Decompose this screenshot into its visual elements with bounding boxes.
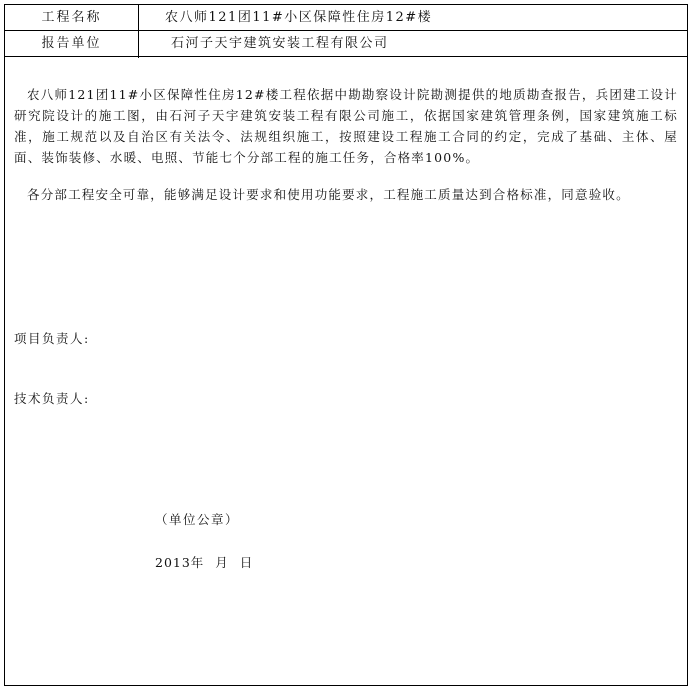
date-text: 2013年 月 日 [155, 555, 254, 570]
project-name-value: 农八师121团11#小区保障性住房12#楼 [165, 10, 433, 25]
report-form [4, 4, 688, 686]
report-unit-value: 石河子天宇建筑安装工程有限公司 [171, 36, 389, 51]
report-unit-row [5, 31, 687, 57]
report-paragraph-1: 农八师121团11#小区保障性住房12#楼工程依据中勘勘察设计院勘测提供的地质勘查报告，兵团建工设计研究院设计的施工图，由石河子天宇建筑安装工程有限公司施工，依据国家建筑管理条例，国家建筑施工标准，施工规范以及自治区有关法令、法规组织施工，按照建设工程施工合同的约定，完成了基础、主体、屋面、装饰装修、水暖、电照、节能七个分部工程的施工任务，合格率100%。 [14, 87, 678, 165]
header-column-divider [138, 5, 139, 58]
project-name-row [5, 5, 687, 31]
report-paragraph-2: 各分部工程安全可靠，能够满足设计要求和使用功能要求，工程施工质量达到合格标准，同意验收。 [27, 187, 630, 202]
seal-label: （单位公章） [155, 512, 240, 527]
project-name-label: 工程名称 [41, 10, 102, 25]
project-manager-label: 项目负责人: [14, 331, 90, 346]
technical-manager-label: 技术负责人: [14, 391, 90, 406]
report-unit-label: 报告单位 [41, 36, 102, 51]
report-body [5, 67, 687, 682]
